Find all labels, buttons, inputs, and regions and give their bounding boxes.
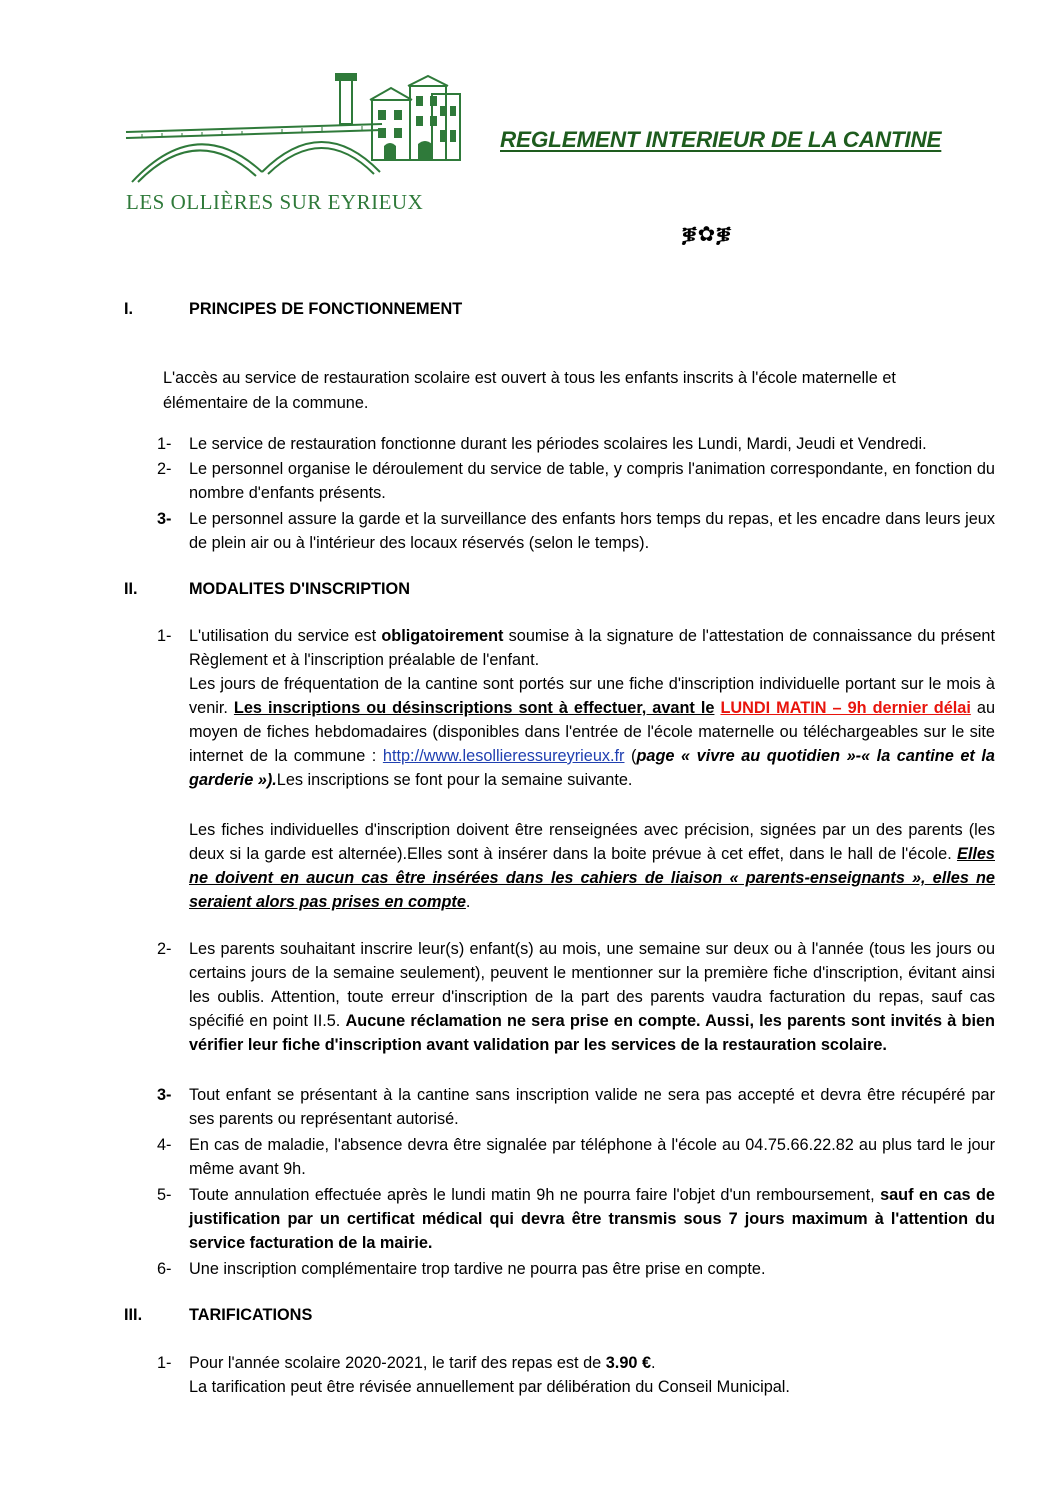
item-number: 2- — [157, 460, 172, 478]
item-text: Toute annulation effectuée après le lundi matin 9h ne pourra faire l'objet d'un remboursement, sauf en cas de justification par un certificat médical qui devra être transmis sous 7 jours maximum à l'attention du service facturation de la mairie. — [189, 1186, 995, 1252]
item-number: 1- — [157, 1354, 172, 1372]
item-number: 1- — [157, 627, 172, 645]
document-title: REGLEMENT INTERIEUR DE LA CANTINE — [500, 127, 942, 152]
item-number: 1- — [157, 435, 172, 453]
list-item — [157, 1133, 995, 1181]
commune-website-link[interactable]: http://www.lesollieressureyrieux.fr — [382, 747, 625, 765]
section-title: PRINCIPES DE FONCTIONNEMENT — [189, 300, 463, 318]
item-number: 4- — [157, 1136, 172, 1154]
list-item — [157, 1351, 995, 1399]
list-item — [157, 432, 995, 456]
section-number: I. — [124, 300, 134, 318]
logo-text: LES OLLIÈRES SUR EYRIEUX — [126, 190, 424, 214]
commune-logo — [122, 72, 467, 222]
list-item — [157, 624, 995, 792]
list-item — [157, 1257, 995, 1281]
item-text: Les parents souhaitant inscrire leur(s) enfant(s) au mois, une semaine sur deux ou à l'année (tous les jours ou certains jours de la semaine seulement), peuvent le mentionner sur la première fiche d'inscription, évitant ainsi les oublis. Attention, toute erreur d'inscription de la part des parents vaudra facturation du repas, sauf cas spécifié en point II.5. Aucune réclamation ne sera prise en compte. Aussi, les parents sont invités à bien vérifier leur fiche d'inscription avant validation par les services de la restauration scolaire. — [189, 940, 995, 1054]
item-number: 6- — [157, 1260, 172, 1278]
list-item — [157, 937, 995, 1057]
section-number: II. — [124, 580, 138, 598]
item-text: Tout enfant se présentant à la cantine sans inscription valide ne sera pas accepté et devra être récupéré par ses parents ou représentant autorisé. — [189, 1086, 995, 1128]
list-item — [157, 1183, 995, 1255]
item-text: Le personnel organise le déroulement du service de table, y compris l'animation correspondante, en fonction du nombre d'enfants présents. — [189, 460, 995, 502]
village-bridge-illustration — [122, 72, 467, 187]
ornament-divider: ቜ✿ቜ — [682, 223, 732, 246]
deadline-highlight: LUNDI MATIN – 9h dernier délai — [720, 699, 971, 717]
item-text: Une inscription complémentaire trop tardive ne pourra pas être prise en compte. — [189, 1260, 766, 1278]
item-number: 3- — [157, 1086, 172, 1104]
item-text: Le service de restauration fonctionne durant les périodes scolaires les Lundi, Mardi, Jeudi et Vendredi. — [189, 435, 927, 453]
item-number: 2- — [157, 940, 172, 958]
item-text: En cas de maladie, l'absence devra être signalée par téléphone à l'école au 04.75.66.22.82 au plus tard le jour même avant 9h. — [189, 1136, 995, 1178]
section-title: MODALITES D'INSCRIPTION — [189, 580, 410, 598]
item-text: Le personnel assure la garde et la surveillance des enfants hors temps du repas, et les encadre dans leurs jeux de plein air ou à l'intérieur des locaux réservés (selon le temps). — [189, 510, 995, 552]
item-text: Pour l'année scolaire 2020-2021, le tarif des repas est de 3.90 €. La tarification peut être révisée annuellement par délibération du Conseil Municipal. — [189, 1354, 790, 1396]
item-number: 3- — [157, 510, 172, 528]
list-item — [157, 1083, 995, 1131]
section-number: III. — [124, 1306, 143, 1324]
inscription-note: Les fiches individuelles d'inscription doivent être renseignées avec précision, signées par un des parents (les deux si la garde est alternée).Elles sont à insérer dans la boite prévue à cet effet, dans le hall de l'école. Elles ne doivent en aucun cas être insérées dans les cahiers de liaison « parents-enseignants », elles ne seraient alors pas prises en compte. — [189, 821, 995, 911]
item-text: L'utilisation du service est obligatoirement soumise à la signature de l'attestation de connaissance du présent Règlement et à l'inscription préalable de l'enfant. Les jours de fréquentation de la cantine sont portés sur une fiche d'inscription individuelle portant sur le mois à venir. Les inscriptions ou désinscriptions sont à effectuer, avant le LUNDI MATIN – 9h dernier délai au moyen de fiches hebdomadaires (disponibles dans l'entrée de l'école maternelle ou téléchargeables sur le site internet de la commune : http://www.lesollieressureyrieux.fr (page « vivre au quotidien »-« la cantine et la garderie »).Les inscriptions se font pour la semaine suivante. — [189, 627, 996, 789]
item-number: 5- — [157, 1186, 172, 1204]
section-title: TARIFICATIONS — [189, 1306, 313, 1324]
intro-paragraph: L'accès au service de restauration scolaire est ouvert à tous les enfants inscrits à l'école maternelle et élémentaire de la commune. — [163, 369, 896, 412]
list-item — [157, 457, 995, 505]
list-item — [157, 507, 995, 555]
